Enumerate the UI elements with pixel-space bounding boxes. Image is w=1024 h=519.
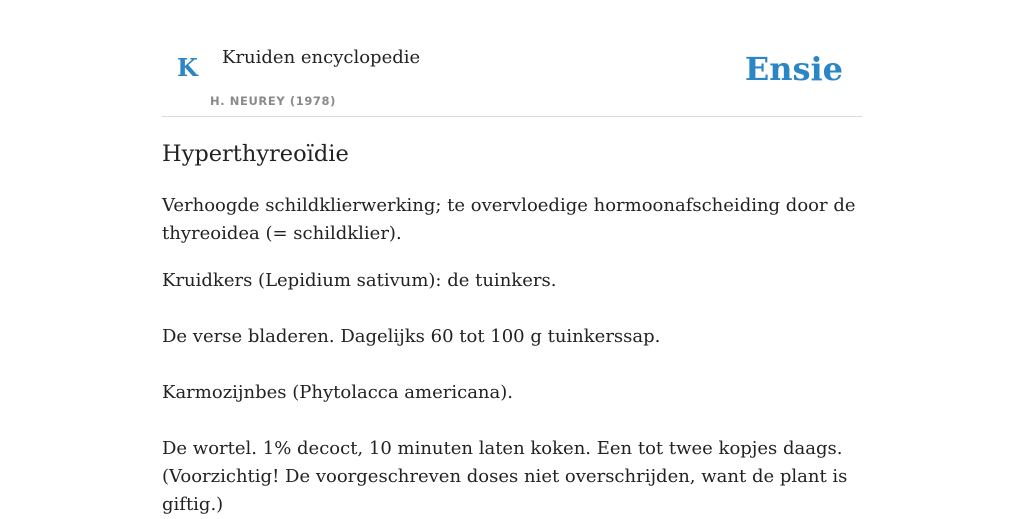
book-logo-icon[interactable]: K — [177, 53, 198, 82]
book-author: H. NEUREY (1978) — [210, 94, 336, 108]
paragraph-gap — [162, 295, 862, 323]
paragraph-gap — [162, 407, 862, 435]
article-body — [162, 192, 862, 519]
article-paragraph: Kruidkers (Lepidium sativum): de tuinkers. — [162, 270, 557, 291]
page — [162, 0, 862, 515]
ensie-logo-link[interactable]: Ensie — [744, 50, 843, 88]
article-paragraph: De wortel. 1% decoct, 10 minuten laten koken. Een tot twee kopjes daags. — [162, 438, 843, 459]
paragraph-gap — [162, 351, 862, 379]
article-paragraph: De verse bladeren. Dagelijks 60 tot 100 g tuinkerssap. — [162, 326, 661, 347]
article-paragraph: Karmozijnbes (Phytolacca americana). — [162, 382, 513, 403]
article-title: Hyperthyreoïdie — [162, 141, 349, 167]
book-title-link[interactable]: Kruiden encyclopedie — [222, 47, 421, 68]
article-paragraph: (Voorzichtig! De voorgeschreven doses niet overschrijden, want de plant is giftig.) — [162, 466, 848, 515]
article-intro: Verhoogde schildklierwerking; te overvloedige hormoonafscheiding door de thyreoidea (= schildklier). — [162, 195, 856, 244]
header — [162, 0, 862, 117]
